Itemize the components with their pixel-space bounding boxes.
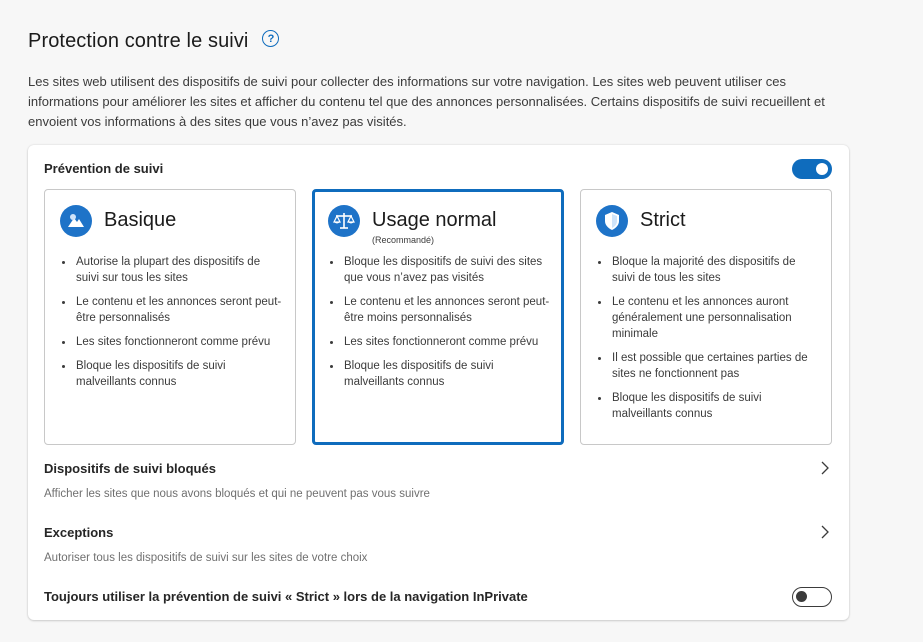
scales-icon: [328, 205, 360, 237]
page-title: Protection contre le suivi: [28, 30, 249, 52]
inprivate-strict-toggle[interactable]: [792, 587, 832, 607]
toggle-knob: [796, 591, 807, 602]
tracking-prevention-card: [28, 145, 849, 620]
option-title: Usage normal: [372, 209, 497, 231]
option-bullet: Bloque les dispositifs de suivi des sites que vous n’avez pas visités: [328, 254, 553, 286]
option-bullets: [328, 254, 553, 398]
option-strict[interactable]: [580, 189, 832, 445]
option-bullet: Autorise la plupart des dispositifs de suivi sur tous les sites: [60, 254, 285, 286]
option-bullet: Il est possible que certaines parties de sites ne fonctionnent pas: [596, 350, 821, 382]
option-title: Basique: [104, 209, 177, 231]
row-title: Exceptions: [44, 525, 114, 540]
option-bullets: [60, 254, 285, 398]
option-usage-normal[interactable]: [312, 189, 564, 445]
option-basique[interactable]: [44, 189, 296, 445]
inprivate-strict-row: [44, 589, 834, 604]
option-bullet: Les sites fonctionneront comme prévu: [328, 334, 553, 350]
row-title: Toujours utiliser la prévention de suivi « Strict » lors de la navigation InPrivate: [44, 589, 528, 604]
option-subtitle: (Recommandé): [372, 235, 435, 245]
option-bullets: [596, 254, 821, 430]
prevention-label: Prévention de suivi: [44, 161, 164, 176]
description-text: Les sites web utilisent des dispositifs de suivi pour collecter des informations sur votre navigation. Les sites web peuvent utiliser ces informations pour améliorer les sites et afficher du contenu tel que des annonces personnalisées. Certains dispositifs de suivi recueillent et envoient vos informations à des sites que vous n’avez pas visités.: [28, 74, 825, 129]
row-title: Dispositifs de suivi bloqués: [44, 461, 216, 476]
shield-icon: [596, 205, 628, 237]
option-bullet: Bloque les dispositifs de suivi malveillants connus: [60, 358, 285, 390]
option-bullet: Bloque les dispositifs de suivi malveillants connus: [328, 358, 553, 390]
blocked-trackers-row[interactable]: [44, 461, 834, 500]
mountain-icon: [60, 205, 92, 237]
help-icon[interactable]: ?: [262, 30, 279, 47]
option-bullet: Le contenu et les annonces auront généralement une personnalisation minimale: [596, 294, 821, 342]
row-subtitle: Autoriser tous les dispositifs de suivi sur les sites de votre choix: [44, 552, 368, 564]
option-bullet: Bloque les dispositifs de suivi malveillants connus: [596, 390, 821, 422]
option-bullet: Le contenu et les annonces seront peut-être personnalisés: [60, 294, 285, 326]
row-subtitle: Afficher les sites que nous avons bloqués et qui ne peuvent pas vous suivre: [44, 488, 430, 500]
prevention-toggle[interactable]: [792, 159, 832, 179]
option-bullet: Bloque la majorité des dispositifs de suivi de tous les sites: [596, 254, 821, 286]
toggle-knob: [816, 163, 828, 175]
exceptions-row[interactable]: [44, 525, 834, 564]
option-title: Strict: [640, 209, 686, 231]
option-bullet: Les sites fonctionneront comme prévu: [60, 334, 285, 350]
option-bullet: Le contenu et les annonces seront peut-être moins personnalisés: [328, 294, 553, 326]
chevron-right-icon: [818, 525, 832, 539]
chevron-right-icon: [818, 461, 832, 475]
page-header: [28, 30, 279, 53]
